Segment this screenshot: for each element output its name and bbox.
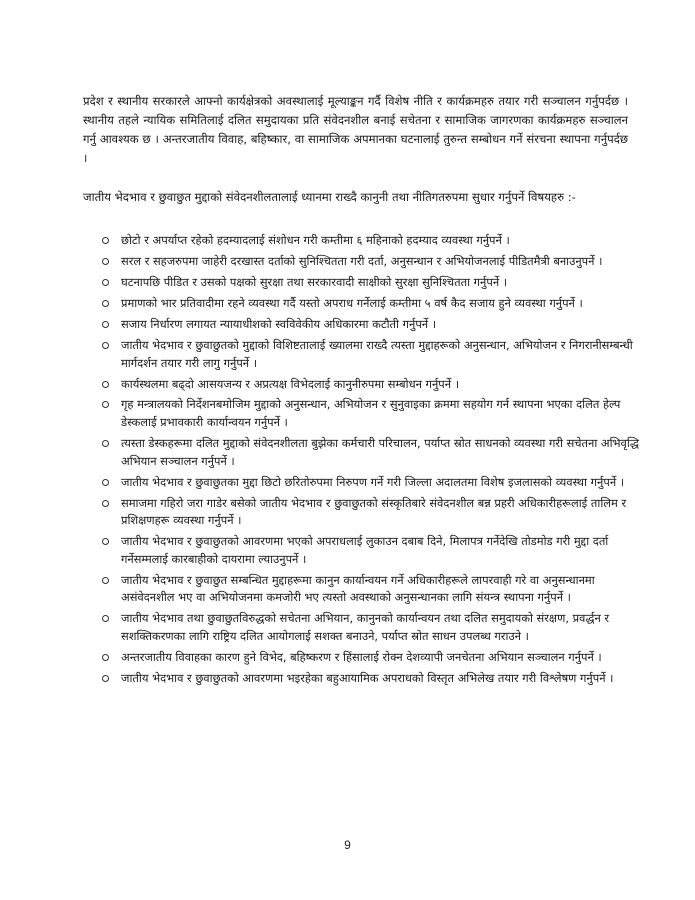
- list-item: जातीय भेदभाव तथा छुवाछुतविरुद्धको सचेतना अभियान, कानुनको कार्यान्वयन तथा दलित समुदायको संरक्षण, प्रवर्द्धन र सशक्तिकरणका लागि राष्ट्रिय दलित आयोगलाई सशक्त बनाउने, पर्याप्त स्रोत साधन उपलब्ध गराउने ।: [100, 610, 640, 645]
- circle-bullet-icon: [102, 577, 109, 584]
- circle-bullet-icon: [102, 342, 109, 349]
- list-item: जातीय भेदभाव र छुवाछुतको आवरणमा भएको अपराधलाई लुकाउन दबाब दिने, मिलापत्र गर्नेदेखि तोडमोड गरी मुद्दा दर्ता गर्नेसम्मलाई कारबाहीको दायरामा ल्याउनुपर्ने ।: [100, 533, 640, 568]
- list-item: त्यस्ता डेस्कहरूमा दलित मुद्दाको संवेदनशीलता बुझेका कर्मचारी परिचालन, पर्याप्त स्रोत साधनको व्यवस्था गरी सचेतना अभिवृद्धि अभियान सञ्चालन गर्नुपर्ने ।: [100, 435, 640, 470]
- list-item: जातीय भेदभाव र छुवाछुतका मुद्दा छिटो छरितोरुपमा निरुपण गर्ने गरी जिल्ला अदालतमा विशेष इजलासको व्यवस्था गर्नुपर्ने ।: [100, 474, 640, 492]
- list-item: जातीय भेदभाव र छुवाछुत सम्बन्धित मुद्दाहरूमा कानुन कार्यान्वयन गर्ने अधिकारीहरूले लापरवाही गरे वा अनुसन्धानमा असंवेदनशील भए वा अभियोजनमा कमजोरी भए त्यस्तो अवस्थाको अनुसन्धानका लागि संयन्त्र स्थापना गर्नुपर्ने ।: [100, 572, 640, 607]
- list-item: जातीय भेदभाव र छुवाछुतको आवरणमा भइरहेका बहुआयामिक अपराधको विस्तृत अभिलेख तयार गरी विश्लेषण गर्नुपर्ने ।: [100, 670, 640, 688]
- circle-bullet-icon: [102, 654, 109, 661]
- paragraph-list-heading: जातीय भेदभाव र छुवाछुत मुद्दाको संवेदनशीलतालाई ध्यानमा राख्दै कानुनी तथा नीतिगतरुपमा सुधार गर्नुपर्ने विषयहरु :-: [83, 189, 576, 204]
- list-item: जातीय भेदभाव र छुवाछुतको मुद्दाको विशिष्टतालाई ख्यालमा राख्दै त्यस्ता मुद्दाहरूको अनुसन्धान, अभियोजन र निगरानीसम्बन्धी मार्गदर्शन तयार गरी लागु गर्नुपर्ने ।: [100, 337, 640, 372]
- circle-bullet-icon: [102, 321, 109, 328]
- list-item: गृह मन्त्रालयको निर्देशनबमोजिम मुद्दाको अनुसन्धान, अभियोजन र सुनुवाइका क्रममा सहयोग गर्न स्थापना भएका दलित हेल्प डेस्कलाई प्रभावकारी कार्यान्वयन गर्नुपर्ने ।: [100, 396, 640, 431]
- list-item: सरल र सहजरुपमा जाहेरी दरखास्त दर्ताको सुनिश्चितता गरी दर्ता, अनुसन्धान र अभियोजनलाई पीडितमैत्री बनाउनुपर्ने ।: [100, 253, 640, 271]
- circle-bullet-icon: [102, 381, 109, 388]
- paragraph-intro: प्रदेश र स्थानीय सरकारले आफ्नो कार्यक्षेत्रको अवस्थालाई मूल्याङ्कन गर्दै विशेष नीति र कार्यक्रमहरु तयार गरी सञ्चालन गर्नुपर्दछ । स्थानीय तहले न्यायिक समितिलाई दलित समुदायका प्रति संवेदनशील बनाई सचेतना र सामाजिक जागरणका कार्यक्रमहरु सञ्चालन गर्नु आवश्यक छ । अन्तरजातीय विवाह, बहिष्कार, वा सामाजिक अपमानका घटनालाई तुरुन्त सम्बोधन गर्ने संरचना स्थापना गर्नुपर्दछ ।: [83, 93, 628, 166]
- circle-bullet-icon: [102, 401, 109, 408]
- list-item: समाजमा गहिरो जरा गाडेर बसेको जातीय भेदभाव र छुवाछुतको संस्कृतिबारे संवेदनशील बन्न प्रहरी अधिकारीहरूलाई तालिम र प्रशिक्षणहरू व्यवस्था गर्नुपर्ने ।: [100, 495, 640, 530]
- reform-list: [100, 232, 640, 691]
- circle-bullet-icon: [102, 538, 109, 545]
- list-item: सजाय निर्धारण लगायत न्यायाधीशको स्वविवेकीय अधिकारमा कटौती गर्नुपर्ने ।: [100, 316, 640, 334]
- circle-bullet-icon: [102, 258, 109, 265]
- circle-bullet-icon: [102, 440, 109, 447]
- circle-bullet-icon: [102, 615, 109, 622]
- circle-bullet-icon: [102, 479, 109, 486]
- circle-bullet-icon: [102, 279, 109, 286]
- page-number: 9: [344, 838, 351, 852]
- list-item: छोटो र अपर्याप्त रहेको हदम्यादलाई संशोधन गरी कम्तीमा ६ महिनाको हदम्याद व्यवस्था गर्नुपर्ने ।: [100, 232, 640, 250]
- list-item: प्रमाणको भार प्रतिवादीमा रहने व्यवस्था गर्दै यस्तो अपराध गर्नेलाई कम्तीमा ५ वर्ष कैद सजाय हुने व्यवस्था गर्नुपर्ने ।: [100, 295, 640, 313]
- circle-bullet-icon: [102, 237, 109, 244]
- circle-bullet-icon: [102, 500, 109, 507]
- list-item: कार्यस्थलमा बढ्दो आसयजन्य र अप्रत्यक्ष विभेदलाई कानुनीरुपमा सम्बोधन गर्नुपर्ने ।: [100, 376, 640, 394]
- list-item: अन्तरजातीय विवाहका कारण हुने विभेद, बहिष्करण र हिंसालाई रोक्न देशव्यापी जनचेतना अभियान सञ्चालन गर्नुपर्ने ।: [100, 649, 640, 667]
- circle-bullet-icon: [102, 675, 109, 682]
- list-item: घटनापछि पीडित र उसको पक्षको सुरक्षा तथा सरकारवादी साक्षीको सुरक्षा सुनिश्चितता गर्नुपर्ने ।: [100, 274, 640, 292]
- circle-bullet-icon: [102, 300, 109, 307]
